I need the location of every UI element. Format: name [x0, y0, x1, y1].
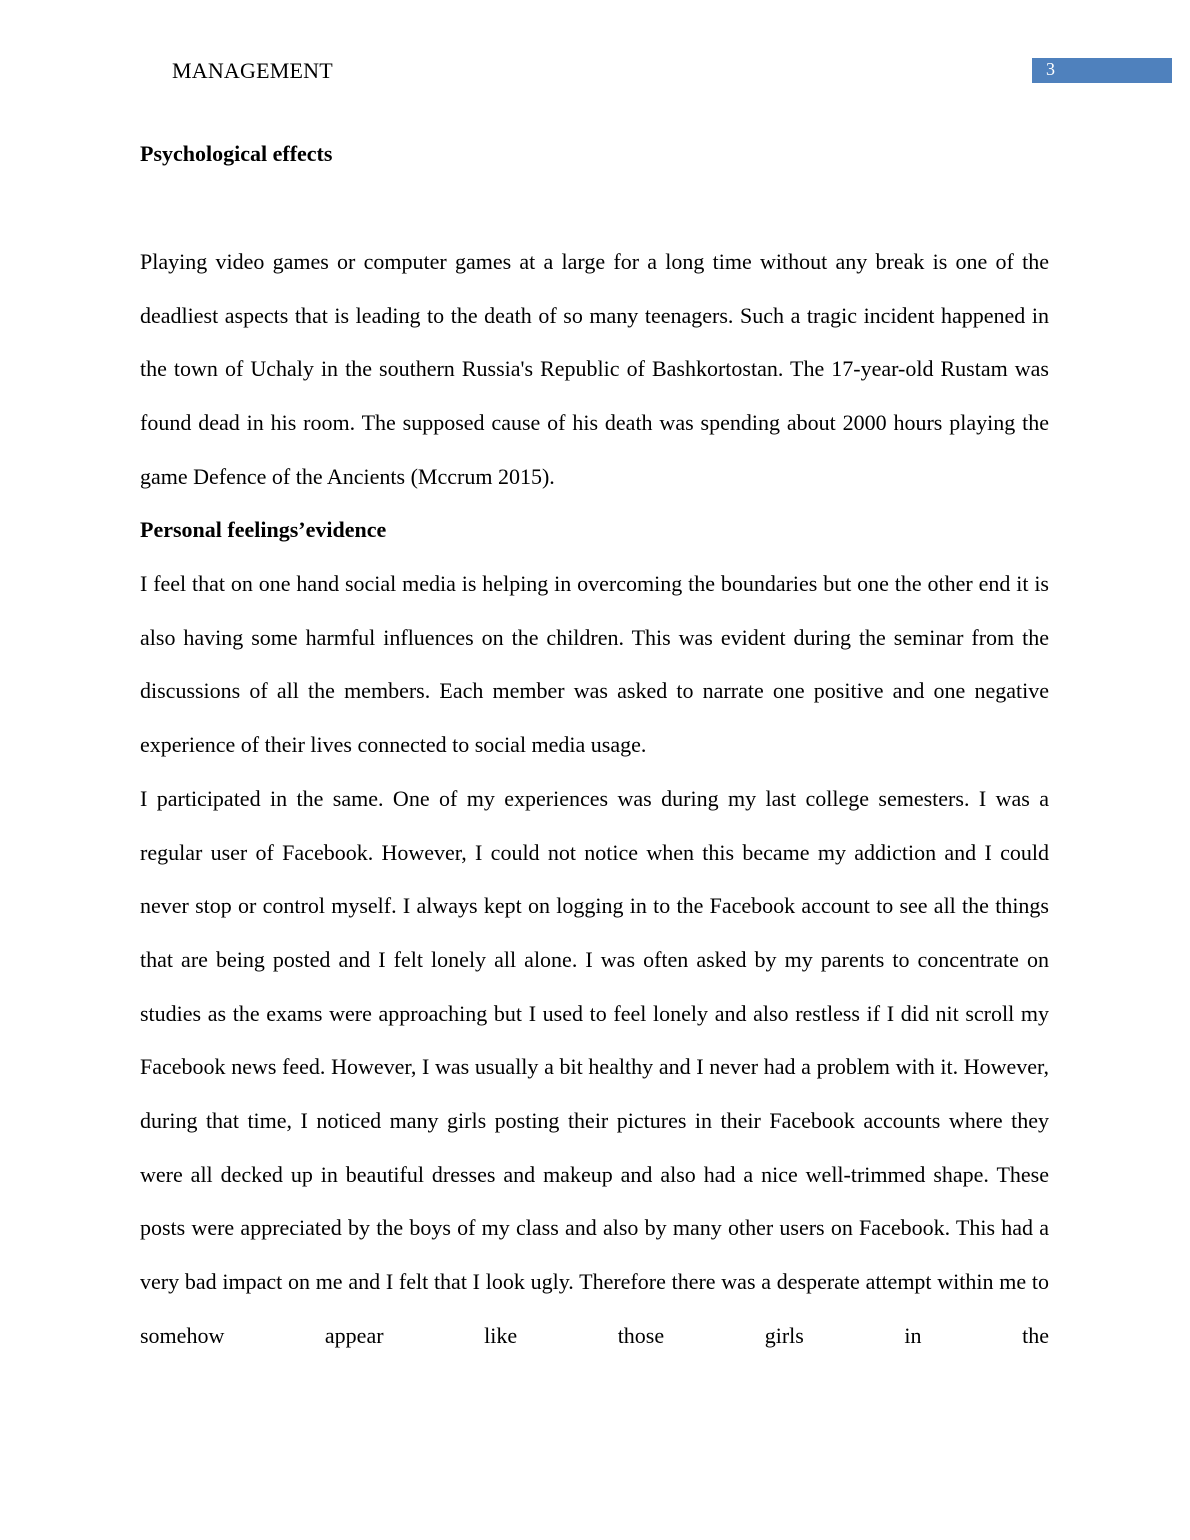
- section-heading-psychological-effects: Psychological effects: [140, 141, 333, 166]
- running-head: MANAGEMENT: [172, 58, 333, 83]
- paragraph: Playing video games or computer games at a large for a long time without any break is one of the deadliest aspects that is leading to the death of so many teenagers. Such a tragic incident happened in the town of Uchaly in the southern Russia's Republic of Bashkortostan. The 17-year-old Rustam was found dead in his room. The supposed cause of his death was spending about 2000 hours playing the game Defence of the Ancients (Mccrum 2015).: [140, 249, 1049, 489]
- section-personal-feelings-body: [140, 557, 1049, 1363]
- section-psychological-effects-body: [140, 235, 1049, 504]
- page-number-box: [1032, 58, 1172, 83]
- paragraph: I participated in the same. One of my experiences was during my last college semesters. I was a regular user of Facebook. However, I could not notice when this became my addiction and I could never stop or control myself. I always kept on logging in to the Facebook account to see all the things that are being posted and I felt lonely all alone. I was often asked by my parents to concentrate on studies as the exams were approaching but I used to feel lonely and also restless if I did nit scroll my Facebook news feed. However, I was usually a bit healthy and I never had a problem with it. However, during that time, I noticed many girls posting their pictures in their Facebook accounts where they were all decked up in beautiful dresses and makeup and also had a nice well-trimmed shape. These posts were appreciated by the boys of my class and also by many other users on Facebook. This had a very bad impact on me and I felt that I look ugly. Therefore there was a desperate attempt within me to somehow appear like those girls in the: [140, 785, 1049, 1348]
- paragraph: I feel that on one hand social media is helping in overcoming the boundaries but one the other end it is also having some harmful influences on the children. This was evident during the seminar from the discussions of all the members. Each member was asked to narrate one positive and one negative experience of their lives connected to social media usage.: [140, 571, 1049, 758]
- section-heading-personal-feelings: Personal feelings’evidence: [140, 517, 387, 542]
- page-number: 3: [1046, 59, 1055, 79]
